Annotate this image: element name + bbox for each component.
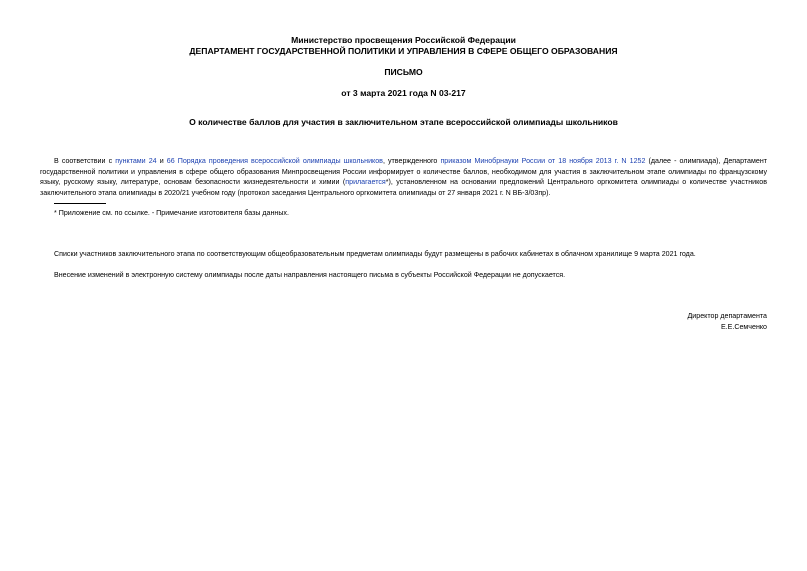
main-paragraph bbox=[40, 156, 767, 198]
link-ministry-order[interactable]: Минобрнауки России от 18 ноября 2013 г. N 1252 bbox=[474, 157, 646, 165]
main-text-3: , утвержденного bbox=[382, 157, 441, 165]
document-subject: О количестве баллов для участия в заключительном этапе всероссийской олимпиады школьников bbox=[189, 117, 618, 127]
document-date-number: от 3 марта 2021 года N 03-217 bbox=[341, 88, 466, 98]
signature-name: Е.Е.Семченко bbox=[720, 323, 767, 331]
paragraph-participant-lists: Списки участников заключительного этапа по соответствующим общеобразовательным предметам олимпиады будут размещены в рабочих кабинетах в облачном хранилище 9 марта 2021 года. bbox=[54, 250, 696, 258]
signature-title: Директор департамента bbox=[687, 312, 767, 320]
footnote-divider bbox=[54, 203, 106, 204]
department-name: ДЕПАРТАМЕНТ ГОСУДАРСТВЕННОЙ ПОЛИТИКИ И УПРАВЛЕНИЯ В СФЕРЕ ОБЩЕГО ОБРАЗОВАНИЯ bbox=[189, 46, 618, 56]
link-appendix[interactable]: прилагается bbox=[345, 178, 386, 186]
link-olympiad-procedure[interactable]: 66 Порядка проведения всероссийской олимпиады школьников bbox=[166, 157, 383, 165]
main-text-2: и bbox=[156, 157, 167, 165]
footnote: * Приложение см. по ссылке. - Примечание изготовителя базы данных. bbox=[54, 209, 289, 217]
ministry-name: Министерство просвещения Российской Федерации bbox=[291, 35, 516, 45]
main-text-5: (далее - олимпиада), Департамент государственной политики и управления в сфере общего образования Минпросвещения России информирует о количестве баллов, необходимом для участия в заключительном этапе олимпиады по французскому языку, русскому языку, литературе, основам безопасности жизнедеятельности и химии ( bbox=[40, 157, 767, 186]
main-text-1: В соответствии с bbox=[54, 157, 116, 165]
main-text-6: *), установленном на основании предложений Центрального оргкомитета олимпиады о количестве участников заключительного этапа олимпиады в 2020/21 учебном году (протокол заседания Центрального оргкомитета олимпиады от 27 января 2021 г. N ВБ-3/03пр). bbox=[40, 178, 767, 197]
link-order[interactable]: приказом bbox=[440, 157, 472, 165]
paragraph-changes: Внесение изменений в электронную систему олимпиады после даты направления настоящего письма в субъекты Российской Федерации не допускается. bbox=[54, 271, 566, 279]
link-points-24[interactable]: пунктами 24 bbox=[115, 157, 157, 165]
document-type: ПИСЬМО bbox=[384, 67, 423, 77]
